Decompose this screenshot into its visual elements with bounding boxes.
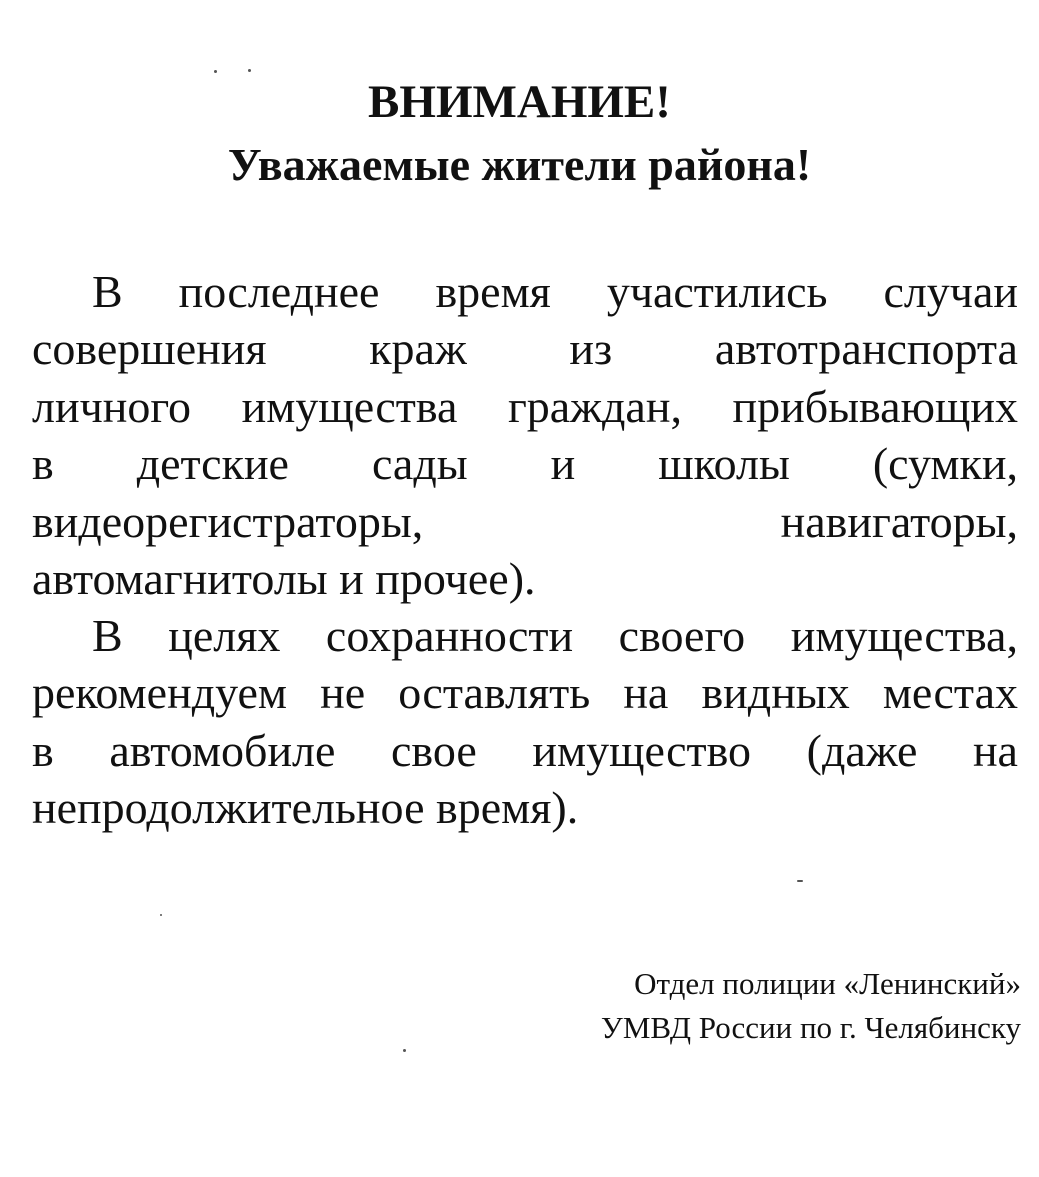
notice-subtitle: Уважаемые жители района! bbox=[227, 139, 812, 190]
word: автомобиле bbox=[109, 724, 336, 776]
word: участились bbox=[606, 266, 828, 317]
word: навигаторы, bbox=[780, 495, 1018, 547]
word: личного bbox=[32, 380, 192, 432]
text-line bbox=[32, 263, 1018, 320]
paragraph-theft-warning bbox=[32, 263, 1018, 607]
text-line bbox=[32, 722, 1018, 779]
word: сады bbox=[371, 438, 468, 490]
word: В bbox=[92, 266, 123, 317]
word: своего bbox=[618, 610, 746, 661]
text-line bbox=[32, 779, 1018, 836]
word: автотранспорта bbox=[714, 323, 1018, 375]
word: местах bbox=[882, 667, 1018, 719]
word: непродолжительное время). bbox=[32, 782, 579, 834]
word: не bbox=[320, 667, 366, 719]
word: оставлять bbox=[398, 667, 591, 719]
text-line bbox=[32, 664, 1018, 721]
word: имущества bbox=[241, 380, 458, 432]
word: имущество bbox=[532, 724, 752, 776]
word: совершения bbox=[32, 323, 267, 375]
word: школы bbox=[658, 438, 790, 490]
word: время bbox=[435, 266, 551, 317]
notice-title: ВНИМАНИЕ! bbox=[368, 76, 671, 128]
word: свое bbox=[391, 724, 477, 776]
word: в bbox=[32, 438, 54, 490]
word: и bbox=[550, 438, 576, 490]
word: сохранности bbox=[325, 610, 574, 661]
text-line bbox=[32, 435, 1018, 492]
word: краж bbox=[369, 323, 467, 375]
word: видных bbox=[701, 667, 850, 719]
word: В bbox=[92, 610, 123, 661]
scan-speck bbox=[797, 880, 803, 882]
word: имущества, bbox=[790, 610, 1018, 661]
word: на bbox=[972, 724, 1018, 776]
word: (даже bbox=[806, 724, 918, 776]
text-line bbox=[32, 607, 1018, 664]
word: последнее bbox=[178, 266, 380, 317]
word: из bbox=[569, 323, 613, 375]
text-line bbox=[32, 550, 1018, 607]
paragraph-recommendation bbox=[32, 607, 1018, 837]
scan-speck bbox=[214, 70, 217, 73]
text-line bbox=[32, 378, 1018, 435]
scan-speck bbox=[160, 914, 162, 916]
signature-authority: УМВД России по г. Челябинску bbox=[600, 1010, 1021, 1045]
word: граждан, bbox=[507, 380, 682, 432]
text-line bbox=[32, 493, 1018, 550]
signature-department: Отдел полиции «Ленинский» bbox=[634, 966, 1021, 1001]
word: видеорегистраторы, bbox=[32, 495, 424, 547]
text-line bbox=[32, 320, 1018, 377]
word: прибывающих bbox=[732, 380, 1018, 432]
word: целях bbox=[168, 610, 281, 661]
signature-block bbox=[601, 962, 1021, 1050]
scan-speck bbox=[248, 69, 251, 72]
word: на bbox=[623, 667, 669, 719]
word: рекомендуем bbox=[32, 667, 288, 719]
word: случаи bbox=[883, 266, 1018, 317]
word: в bbox=[32, 724, 54, 776]
word: (сумки, bbox=[872, 438, 1018, 490]
word: автомагнитолы и прочее). bbox=[32, 552, 536, 604]
scan-speck bbox=[403, 1049, 406, 1052]
word: детские bbox=[136, 438, 289, 490]
